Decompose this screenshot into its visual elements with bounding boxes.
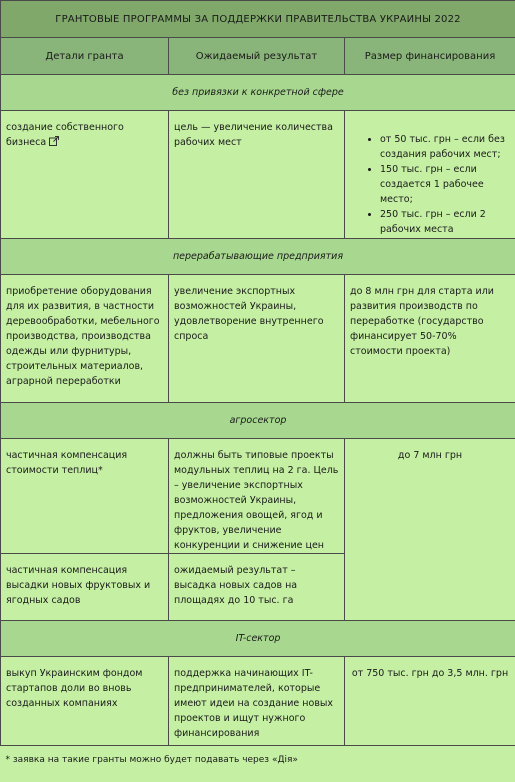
expected-result-cell: должны быть типовые проекты модульных теплиц на 2 га. Цель – увеличение экспортных возможностей Украины, предложения овощей, ягод и фруктов, увеличение конкуренции и снижение цен: [169, 439, 345, 554]
table-title: ГРАНТОВЫЕ ПРОГРАММЫ ЗА ПОДДЕРЖКИ ПРАВИТЕЛЬСТВА УКРАИНЫ 2022: [1, 1, 515, 38]
category-row: [1, 239, 515, 275]
grant-detail-link[interactable]: создание собственного бизнеса: [6, 122, 124, 148]
category-row: [1, 75, 515, 111]
grant-detail-cell: приобретение оборудования для их развития, в частности деревообработки, мебельного производства, производства одежды или фурнитуры, строительных материалов, аграрной переработки: [1, 275, 169, 403]
funding-cell: от 750 тыс. грн до 3,5 млн. грн: [345, 657, 515, 746]
expected-result-cell: увеличение экспортных возможностей Украины, удовлетворение внутреннего спроса: [169, 275, 345, 403]
footnote: * заявка на такие гранты можно будет подавать через «Дія»: [1, 746, 515, 775]
header-row: [1, 38, 515, 75]
expected-result-cell: ожидаемый результат – высадка новых садов на площадях до 10 тыс. га: [169, 554, 345, 621]
category-row: [1, 621, 515, 657]
header-expected-result: Ожидаемый результат: [169, 38, 345, 75]
funding-list: [350, 132, 510, 237]
header-funding-size: Размер финансирования: [345, 38, 515, 75]
grant-detail-cell: частичная компенсация стоимости теплиц*: [1, 439, 169, 554]
expected-result-cell: цель — увеличение количества рабочих мест: [169, 111, 345, 239]
header-grant-details: Детали гранта: [1, 38, 169, 75]
table-row: [1, 275, 515, 403]
table-row: [1, 111, 515, 239]
footnote-row: [1, 746, 515, 775]
grant-detail-cell: выкуп Украинским фондом стартапов доли во вновь созданных компаниях: [1, 657, 169, 746]
external-link-icon[interactable]: [49, 136, 59, 151]
category-label: без привязки к конкретной сфере: [1, 75, 515, 111]
expected-result-cell: поддержка начинающих IT-предпринимателей, которые имеют идеи на создание новых проектов и ищут нужного финансирования: [169, 657, 345, 746]
table-row: [1, 657, 515, 746]
funding-cell: до 8 млн грн для старта или развития производств по переработке (государство финансирует 50-70% стоимости проекта): [345, 275, 515, 403]
category-label: перерабатывающие предприятия: [1, 239, 515, 275]
grant-detail-cell: [1, 111, 169, 239]
list-item: • 150 тыс. грн – если создается 1 рабочее место;: [380, 162, 510, 207]
category-label: IT-сектор: [1, 621, 515, 657]
table-row: [1, 439, 515, 554]
grant-detail-cell: частичная компенсация высадки новых фруктовых и ягодных садов: [1, 554, 169, 621]
category-label: агросектор: [1, 403, 515, 439]
category-row: [1, 403, 515, 439]
list-item: • 250 тыс. грн – если 2 рабочих места: [380, 207, 510, 237]
table-title-row: [1, 1, 515, 38]
funding-cell: [345, 111, 515, 239]
list-item: • от 50 тыс. грн – если без создания рабочих мест;: [380, 132, 510, 162]
funding-cell: до 7 млн грн: [345, 439, 515, 621]
